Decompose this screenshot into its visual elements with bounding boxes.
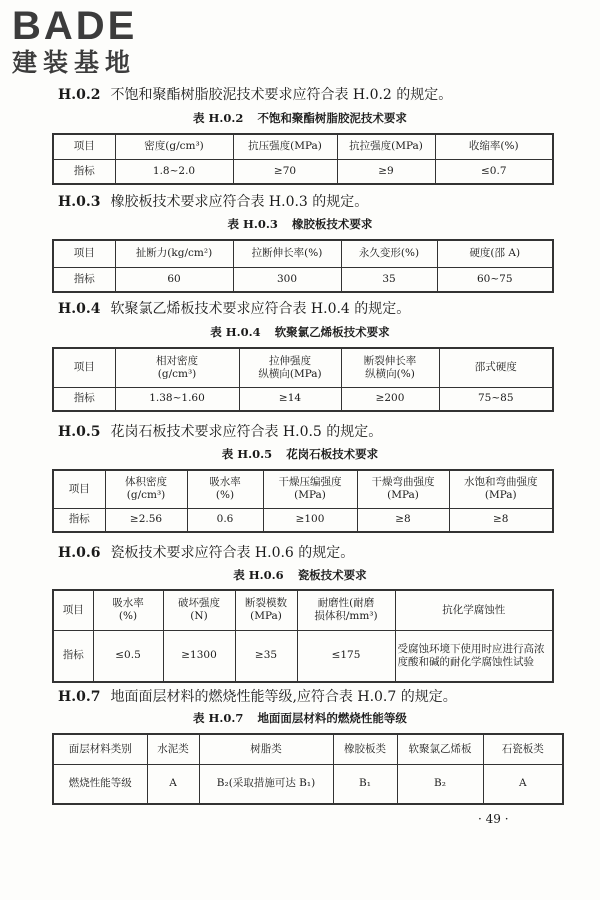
clause-h03 [58,193,368,211]
header-cell: 抗拉强度(MPa) [337,134,435,159]
table-title: 软聚氯乙烯板技术要求 [274,325,390,339]
table-caption-h07 [0,711,600,725]
clause-number: H.0.4 [58,301,101,317]
table-cell: 燃烧性能等级 [53,764,147,804]
table-cell: 35 [341,267,437,292]
header-cell: 邵式硬度 [439,348,553,387]
table-cell: 75~85 [439,387,553,411]
table-cell: 指标 [53,267,115,292]
table-title: 橡胶板技术要求 [291,217,373,231]
table-cell: B₂ [397,764,483,804]
table-number: 表 H.0.4 [210,325,261,339]
table-title: 不饱和聚酯树脂胶泥技术要求 [257,111,407,125]
table-cell: 300 [233,267,341,292]
table-h06 [52,589,554,683]
table-header-row [53,734,563,764]
clause-text: 橡胶板技术要求应符合表 H.0.3 的规定。 [110,194,369,210]
table-cell: ≥100 [263,508,357,532]
header-cell: 拉断伸长率(%) [233,240,341,267]
table-number: 表 H.0.2 [193,111,244,125]
header-cell: 项目 [53,470,105,508]
table-cell: 0.6 [187,508,263,532]
table-caption-h04 [0,325,600,339]
header-cell: 抗化学腐蚀性 [395,590,553,630]
table-number: 表 H.0.3 [227,217,278,231]
table-cell: B₂(采取措施可达 B₁) [199,764,333,804]
table-cell: ≥14 [239,387,341,411]
table-row [53,508,553,532]
clause-number: H.0.2 [58,87,101,103]
table-cell: 60~75 [437,267,553,292]
header-cell: 硬度(邵 A) [437,240,553,267]
table-header-row [53,134,553,159]
table-h07 [52,733,564,805]
header-cell: 水泥类 [147,734,199,764]
table-cell: ≥35 [235,630,297,682]
page-number: · 49 · [478,812,509,826]
table-header-row [53,590,553,630]
header-cell: 干燥弯曲强度 (MPa) [357,470,449,508]
clause-text: 地面面层材料的燃烧性能等级,应符合表 H.0.7 的规定。 [110,689,457,705]
header-cell: 相对密度 (g/cm³) [115,348,239,387]
table-cell: ≥2.56 [105,508,187,532]
table-cell: ≤175 [297,630,395,682]
clause-number: H.0.3 [58,194,101,210]
table-h03 [52,239,554,293]
clause-text: 软聚氯乙烯板技术要求应符合表 H.0.4 的规定。 [110,301,411,317]
table-cell: ≥9 [337,159,435,184]
table-cell: A [147,764,199,804]
table-header-row [53,348,553,387]
table-cell: ≥8 [357,508,449,532]
clause-number: H.0.6 [58,545,101,561]
logo-subtitle: 建装基地 [12,48,137,77]
table-h04 [52,347,554,412]
header-cell: 项目 [53,348,115,387]
header-cell: 破坏强度 (N) [163,590,235,630]
clause-h02 [58,86,452,104]
logo-wordmark: BADE [12,4,138,48]
header-cell: 体积密度 (g/cm³) [105,470,187,508]
table-row [53,267,553,292]
table-cell: 指标 [53,387,115,411]
brand-logo [12,6,137,78]
header-cell: 树脂类 [199,734,333,764]
header-cell: 断裂模数 (MPa) [235,590,297,630]
header-cell: 抗压强度(MPa) [233,134,337,159]
table-row [53,630,553,682]
header-cell: 项目 [53,590,93,630]
table-caption-h05 [0,447,600,461]
header-cell: 水饱和弯曲强度 (MPa) [449,470,553,508]
header-cell: 吸水率 (%) [187,470,263,508]
table-caption-h02 [0,111,600,125]
table-cell: ≤0.5 [93,630,163,682]
table-header-row [53,240,553,267]
header-cell: 橡胶板类 [333,734,397,764]
table-title: 地面面层材料的燃烧性能等级 [257,711,407,725]
table-cell: ≤0.7 [435,159,553,184]
clause-number: H.0.5 [58,424,101,440]
table-cell: 受腐蚀环境下使用时应进行高浓度酸和碱的耐化学腐蚀性试验 [395,630,553,682]
clause-h06 [58,544,354,562]
clause-text: 瓷板技术要求应符合表 H.0.6 的规定。 [110,545,355,561]
table-number: 表 H.0.7 [193,711,244,725]
clause-h07 [58,688,457,706]
table-cell: ≥8 [449,508,553,532]
table-number: 表 H.0.5 [221,447,273,461]
table-cell: 60 [115,267,233,292]
table-h02 [52,133,554,185]
clause-number: H.0.7 [58,689,101,705]
table-cell: ≥200 [341,387,439,411]
table-cell: A [483,764,563,804]
table-cell: 指标 [53,630,93,682]
table-row [53,764,563,804]
clause-text: 花岗石板技术要求应符合表 H.0.5 的规定。 [110,424,383,440]
header-cell: 密度(g/cm³) [115,134,233,159]
clause-h05 [58,423,382,441]
header-cell: 面层材料类别 [53,734,147,764]
table-header-row [53,470,553,508]
table-cell: 指标 [53,159,115,184]
header-cell: 干燥压编强度 (MPa) [263,470,357,508]
table-cell: ≥70 [233,159,337,184]
table-title: 瓷板技术要求 [297,568,367,582]
table-number: 表 H.0.6 [233,568,284,582]
header-cell: 耐磨性(耐磨 损体积/mm³) [297,590,395,630]
table-title: 花岗石板技术要求 [286,447,379,461]
header-cell: 石瓷板类 [483,734,563,764]
header-cell: 永久变形(%) [341,240,437,267]
header-cell: 项目 [53,240,115,267]
table-row [53,387,553,411]
header-cell: 收缩率(%) [435,134,553,159]
table-row [53,159,553,184]
clause-h04 [58,300,410,318]
table-cell: 1.8~2.0 [115,159,233,184]
table-caption-h06 [0,568,600,582]
header-cell: 扯断力(kg/cm²) [115,240,233,267]
table-cell: 指标 [53,508,105,532]
table-cell: ≥1300 [163,630,235,682]
table-cell: B₁ [333,764,397,804]
header-cell: 拉伸强度 纵横向(MPa) [239,348,341,387]
table-cell: 1.38~1.60 [115,387,239,411]
header-cell: 项目 [53,134,115,159]
header-cell: 软聚氯乙烯板 [397,734,483,764]
header-cell: 断裂伸长率 纵横向(%) [341,348,439,387]
table-caption-h03 [0,217,600,231]
clause-text: 不饱和聚酯树脂胶泥技术要求应符合表 H.0.2 的规定。 [110,87,453,103]
header-cell: 吸水率 (%) [93,590,163,630]
table-h05 [52,469,554,533]
